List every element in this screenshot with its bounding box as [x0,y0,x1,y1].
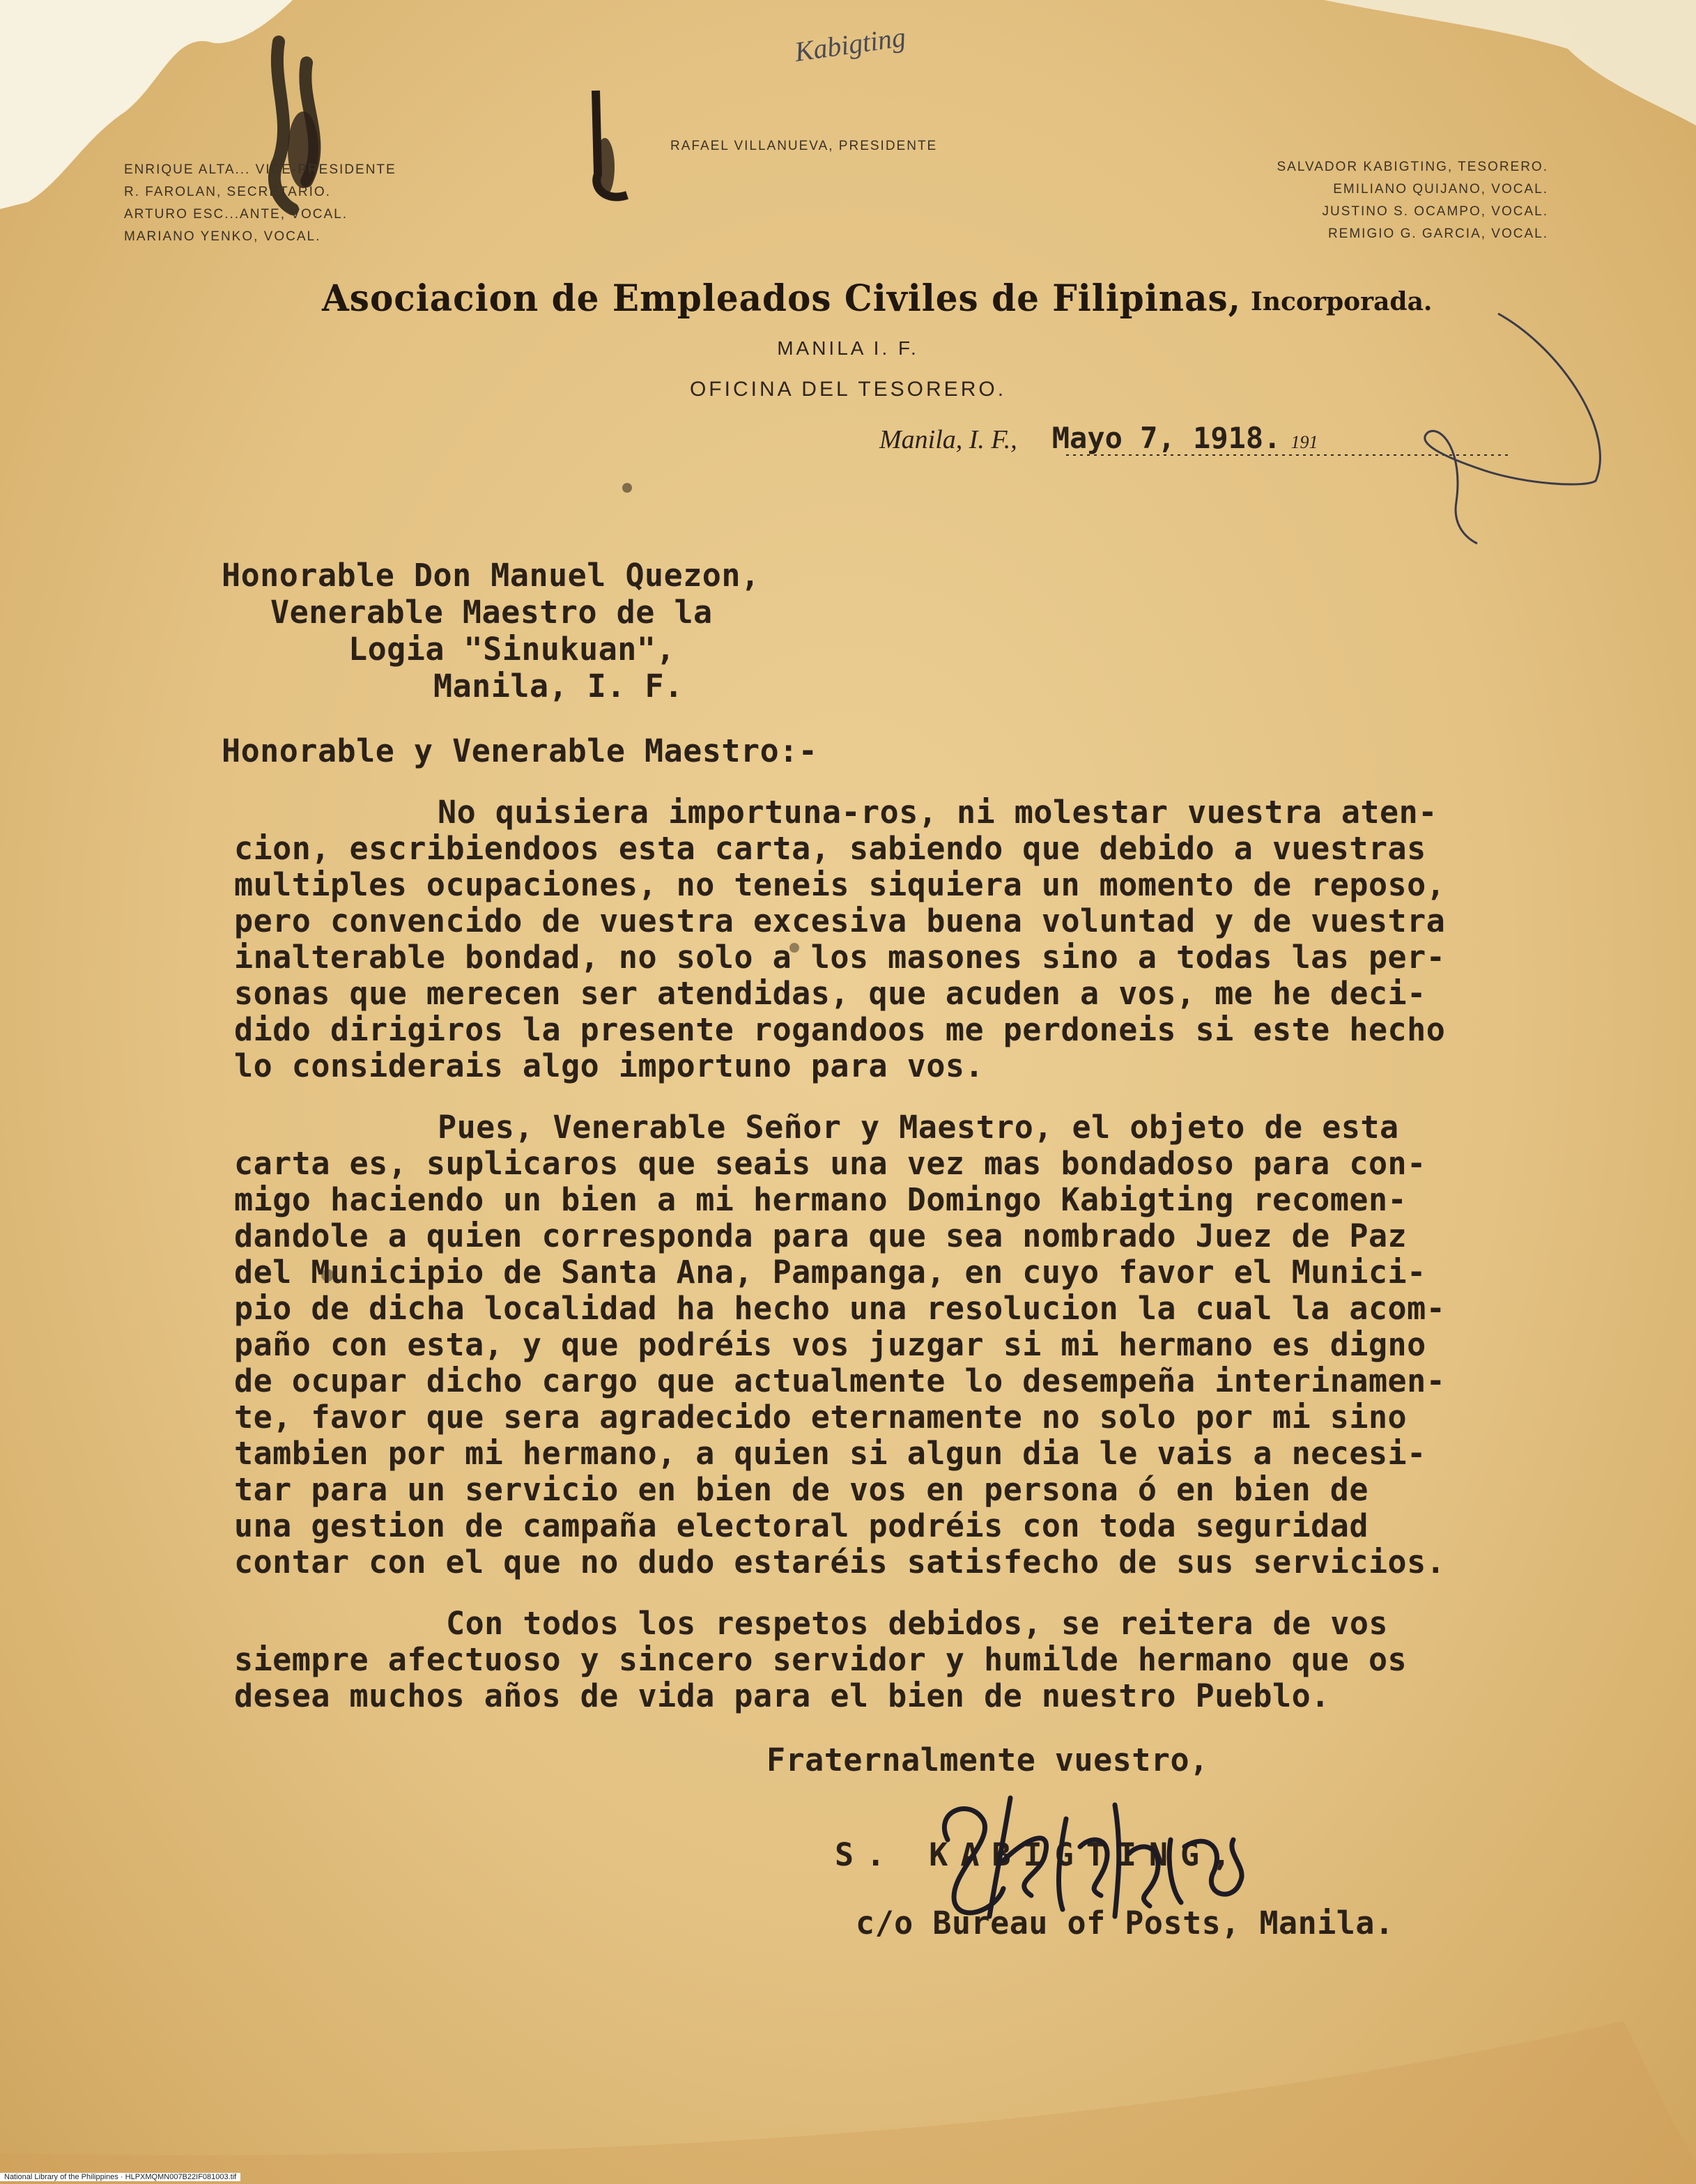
addressee-line-4: Manila, I. F. [433,668,684,705]
archive-footer: National Library of the Philippines · HLPXMQMN007B22IF081003.tif [0,2173,240,2181]
body-line: dandole a quien corresponda para que sea nombrado Juez de Paz [234,1217,1408,1254]
body-line: contar con el que no dudo estaréis satisfecho de sus servicios. [234,1544,1446,1581]
body-line: te, favor que sera agradecido eternamente no solo por mi sino [234,1399,1408,1436]
officer-line: ENRIQUE ALTA... VICE-PRESIDENTE [124,162,396,177]
officer-line: JUSTINO S. OCAMPO, VOCAL. [1322,204,1548,219]
org-name: Asociacion de Empleados Civiles de Filipinas, [322,276,1242,320]
officer-line: EMILIANO QUIJANO, VOCAL. [1333,182,1548,197]
body-line: pero convencido de vuestra excesiva buena voluntad y de vuestra [234,902,1446,939]
officers-left [124,159,396,248]
officers-right [1277,156,1548,245]
letter-date: Mayo 7, 1918. [1051,421,1281,455]
body-line: Con todos los respetos debidos, se reitera de vos [446,1605,1389,1642]
officer-line: R. FAROLAN, SECRETARIO. [124,185,331,199]
officer-line: SALVADOR KABIGTING, TESORERO. [1277,160,1548,174]
signer-address: c/o Bureau of Posts, Manila. [856,1905,1394,1941]
body-line: tar para un servicio en bien de vos en persona ó en bien de [234,1471,1369,1508]
body-line: una gestion de campaña electoral podréis con toda seguridad [234,1507,1369,1544]
addressee-line-1: Honorable Don Manuel Quezon, [222,557,760,594]
body-line: dido dirigiros la presente rogandoos me perdoneis si este hecho [234,1011,1446,1048]
salutation: Honorable y Venerable Maestro:- [222,732,818,769]
body-line: pio de dicha localidad ha hecho una resolucion la cual la acom- [234,1290,1446,1327]
org-title [322,277,1432,318]
body-line: Pues, Venerable Señor y Maestro, el objeto de esta [438,1109,1399,1146]
body-line: inalterable bondad, no solo a los masones sino a todas las per- [234,939,1446,976]
office-line: OFICINA DEL TESORERO. [689,378,1007,401]
body-line: del Municipio de Santa Ana, Pampanga, en cuyo favor el Munici- [234,1254,1426,1291]
body-line: siempre afectuoso y sincero servidor y humilde hermano que os [234,1641,1408,1678]
pencil-annotation: Kabigting [792,21,908,68]
date-place: Manila, I. F., [879,425,1017,454]
body-line: multiples ocupaciones, no teneis siquiera un momento de reposo, [234,866,1446,903]
city-line: MANILA I. F. [777,337,919,359]
signature [906,1756,1296,1937]
body-line: cion, escribiendoos esta carta, sabiendo que debido a vuestras [234,830,1426,867]
date-line [879,421,1318,455]
body-line: paño con esta, y que podréis vos juzgar si mi hermano es digno [234,1326,1426,1363]
officer-line: MARIANO YENKO, VOCAL. [124,229,321,244]
officer-line: REMIGIO G. GARCIA, VOCAL. [1327,226,1548,241]
signer-name: S. KABIGTING, [835,1836,1244,1873]
year-stub: 191 [1290,432,1318,452]
body-line: sonas que merecen ser atendidas, que acuden a vos, me he deci- [234,975,1426,1012]
body-line: carta es, suplicaros que seais una vez mas bondadoso para con- [234,1145,1426,1182]
body-line: desea muchos años de vida para el bien de nuestro Pueblo. [234,1677,1330,1714]
body-line: tambien por mi hermano, a quien si algun dia le vais a necesi- [234,1435,1426,1472]
closing: Fraternalmente vuestro, [766,1741,1209,1778]
incorporated-label: Incorporada. [1251,287,1433,316]
addressee-line-2: Venerable Maestro de la [270,594,713,631]
officer-line: ARTURO ESC...ANTE, VOCAL. [124,207,348,222]
pen-mark [1387,307,1637,557]
body-line: migo haciendo un bien a mi hermano Domingo Kabigting recomen- [234,1181,1408,1218]
body-line: de ocupar dicho cargo que actualmente lo desempeña interinamen- [234,1362,1446,1399]
body-line: lo considerais algo importuno para vos. [234,1047,985,1084]
body-line: No quisiera importuna-ros, ni molestar vuestra aten- [438,794,1437,831]
addressee-line-3: Logia "Sinukuan", [348,631,676,668]
president-line: RAFAEL VILLANUEVA, PRESIDENTE [670,139,938,153]
